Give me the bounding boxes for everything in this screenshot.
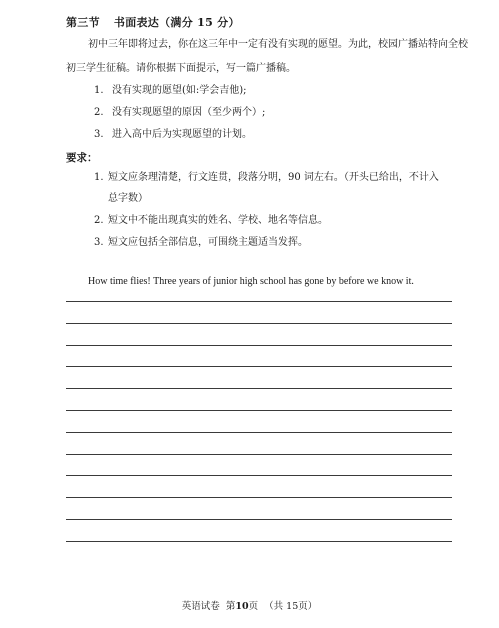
section-name: 书面表达（满分 15 分） (113, 16, 240, 29)
requirement-1 (94, 171, 439, 185)
requirement-number: 1. (94, 172, 104, 183)
answer-line[interactable] (66, 454, 452, 455)
answer-line[interactable] (66, 475, 452, 476)
answer-line[interactable] (66, 497, 452, 498)
point-text: 没有实现愿望的原因（至少两个）; (112, 107, 266, 118)
content-point-3 (94, 128, 252, 142)
requirement-text: 短文中不能出现真实的姓名、学校、地名等信息。 (108, 215, 328, 226)
section-heading: 第三节 (66, 16, 100, 29)
requirements-label: 要求： (66, 152, 98, 164)
point-number: 3. (94, 129, 104, 140)
requirement-text: 短文应包括全部信息，可围绕主题适当发挥。 (108, 237, 308, 248)
point-text: 没有实现的愿望(如:学会吉他); (112, 85, 247, 96)
content-point-1 (94, 84, 247, 98)
point-text: 进入高中后为实现愿望的计划。 (112, 129, 252, 140)
footer-page-pre: 第 (225, 601, 236, 612)
point-number: 2. (94, 107, 104, 118)
footer-total-pages: （共 15页） (264, 601, 318, 612)
answer-line[interactable] (66, 541, 452, 542)
requirement-number: 2. (94, 215, 104, 226)
answer-line[interactable] (66, 432, 452, 433)
page-footer (0, 598, 499, 612)
footer-page-post: 页 (248, 601, 259, 612)
section-title (66, 14, 240, 30)
essay-opening-sentence: How time flies! Three years of junior high school has gone by before we know it. (88, 276, 414, 287)
answer-line[interactable] (66, 366, 452, 367)
requirement-2 (94, 214, 328, 228)
content-point-2 (94, 106, 265, 120)
answer-line[interactable] (66, 323, 452, 324)
answer-line[interactable] (66, 301, 452, 302)
prompt-line-2: 初三学生征稿。请你根据下面提示，写一篇广播稿。 (66, 63, 296, 74)
footer-page-number: 10 (235, 601, 249, 612)
requirement-text: 短文应条理清楚，行文连贯，段落分明，90 词左右。（开头已给出，不计入 (108, 172, 439, 183)
answer-line[interactable] (66, 410, 452, 411)
point-number: 1. (94, 85, 104, 96)
footer-subject: 英语试卷 (181, 601, 220, 612)
prompt-line-1: 初中三年即将过去，你在这三年中一定有没有实现的愿望。为此，校园广播站特向全校 (88, 39, 468, 50)
requirement-1-continued: 总字数） (108, 193, 148, 204)
answer-line[interactable] (66, 519, 452, 520)
answer-line[interactable] (66, 388, 452, 389)
answer-line[interactable] (66, 345, 452, 346)
requirement-number: 3. (94, 237, 104, 248)
requirement-3 (94, 236, 308, 250)
